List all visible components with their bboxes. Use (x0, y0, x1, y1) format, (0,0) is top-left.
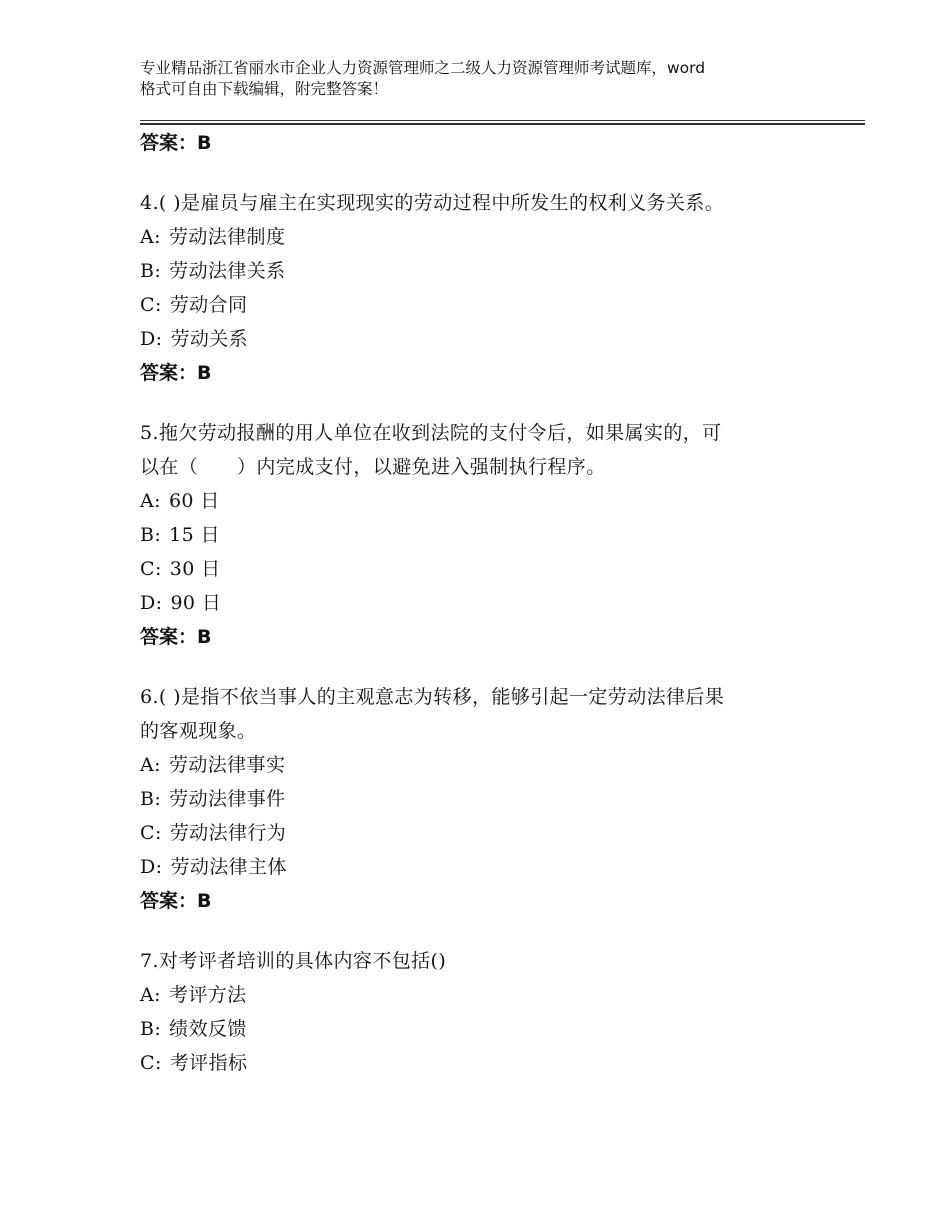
option-b (140, 518, 840, 552)
option-letter: A: (140, 984, 161, 1006)
question-stem-line: 的客观现象。 (140, 720, 257, 742)
option-b (140, 254, 840, 288)
option-text: 劳动法律制度 (168, 226, 286, 248)
answer-label: 答案： (140, 132, 198, 154)
option-letter: C: (140, 822, 162, 844)
question-list (140, 126, 840, 1080)
answer-label: 答案： (140, 890, 198, 912)
option-letter: B: (140, 524, 162, 546)
option-c (140, 288, 840, 322)
header-line-2: 格式可自由下载编辑，附完整答案！ (140, 80, 389, 98)
option-letter: D: (140, 856, 163, 878)
option-letter: D: (140, 592, 163, 614)
answer-label: 答案： (140, 362, 198, 384)
answer-line (140, 620, 840, 654)
option-text: 劳动法律关系 (169, 260, 286, 282)
option-d (140, 850, 840, 884)
option-letter: A: (140, 226, 161, 248)
question-stem-line: 4.( )是雇员与雇主在实现现实的劳动过程中所发生的权利义务关系。 (140, 192, 725, 214)
option-letter: A: (140, 490, 161, 512)
option-letter: B: (140, 788, 162, 810)
answer-value: B (197, 626, 212, 648)
question-block (140, 416, 840, 654)
question-stem (140, 186, 840, 220)
option-a (140, 978, 840, 1012)
question-block (140, 186, 840, 390)
document-header (140, 58, 830, 100)
answer-line (140, 126, 840, 160)
question-block (140, 944, 840, 1080)
option-text: 60 日 (168, 490, 220, 512)
answer-value: B (197, 132, 212, 154)
option-b (140, 1012, 840, 1046)
question-stem-line: 7.对考评者培训的具体内容不包括() (140, 950, 447, 972)
question-stem-line: 以在（ ）内完成支付，以避免进入强制执行程序。 (140, 456, 606, 478)
answer-label: 答案： (140, 626, 198, 648)
question-stem (140, 680, 840, 748)
option-c (140, 552, 840, 586)
question-stem-line: 5.拖欠劳动报酬的用人单位在收到法院的支付令后，如果属实的，可 (140, 422, 722, 444)
option-letter: B: (140, 1018, 162, 1040)
option-b (140, 782, 840, 816)
answer-value: B (197, 890, 212, 912)
option-text: 劳动法律主体 (170, 856, 287, 878)
answer-line (140, 356, 840, 390)
question-stem-line: 6.( )是指不依当事人的主观意志为转移，能够引起一定劳动法律后果 (140, 686, 725, 708)
option-letter: B: (140, 260, 162, 282)
option-a (140, 748, 840, 782)
question-stem (140, 416, 840, 484)
answer-line (140, 884, 840, 918)
option-text: 30 日 (169, 558, 221, 580)
option-text: 劳动法律事件 (169, 788, 286, 810)
option-d (140, 586, 840, 620)
option-text: 15 日 (169, 524, 220, 546)
option-text: 劳动法律行为 (169, 822, 287, 844)
option-letter: A: (140, 754, 161, 776)
header-rule-thick (140, 123, 865, 125)
option-a (140, 484, 840, 518)
option-text: 劳动法律事实 (168, 754, 286, 776)
header-rule-thin (140, 120, 865, 121)
question-block (140, 680, 840, 918)
header-line-1: 专业精品浙江省丽水市企业人力资源管理师之二级人力资源管理师考试题库，word (140, 59, 706, 77)
option-c (140, 816, 840, 850)
option-text: 考评指标 (169, 1052, 248, 1074)
option-text: 劳动合同 (169, 294, 248, 316)
option-letter: D: (140, 328, 163, 350)
option-d (140, 322, 840, 356)
option-letter: C: (140, 558, 162, 580)
option-a (140, 220, 840, 254)
option-text: 考评方法 (168, 984, 247, 1006)
option-text: 90 日 (170, 592, 222, 614)
option-text: 绩效反馈 (169, 1018, 247, 1040)
option-letter: C: (140, 1052, 162, 1074)
option-c (140, 1046, 840, 1080)
option-text: 劳动关系 (170, 328, 249, 350)
answer-value: B (197, 362, 212, 384)
question-stem (140, 944, 840, 978)
option-letter: C: (140, 294, 162, 316)
